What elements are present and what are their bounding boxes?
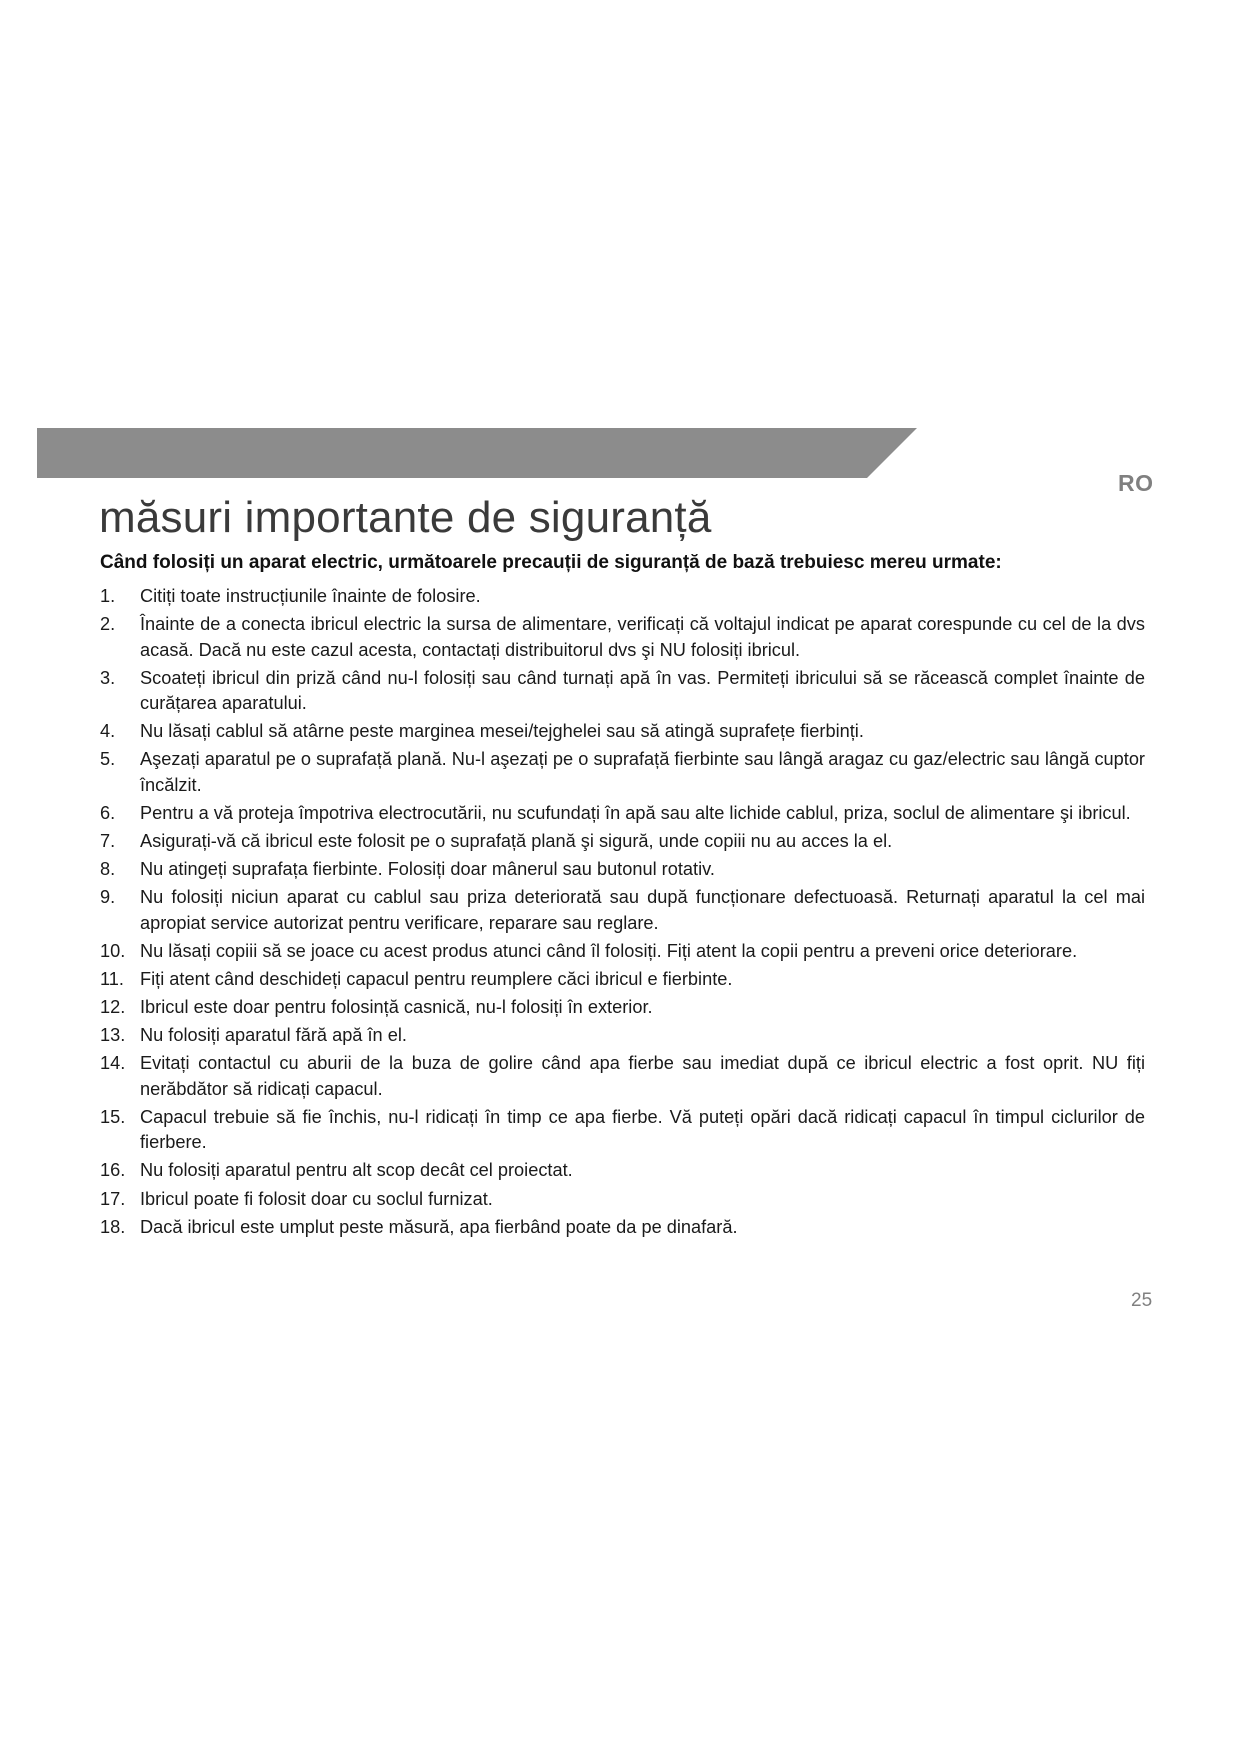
safety-item (100, 801, 1145, 827)
safety-item-text: Capacul trebuie să fie închis, nu-l ridicați în timp ce apa fierbe. Vă puteți opări dacă ridicați capacul în timpul ciclurilor de fierbere. (140, 1106, 1145, 1153)
safety-item-number: 16. (100, 1160, 126, 1181)
safety-instructions-list (100, 584, 1145, 1243)
safety-item (100, 1215, 1145, 1241)
safety-item-text: Fiți atent când deschideți capacul pentru reumplere căci ibricul e fierbinte. (140, 968, 733, 989)
safety-item-text: Nu folosiți aparatul pentru alt scop decât cel proiectat. (140, 1160, 573, 1181)
safety-item-text: Nu folosiți niciun aparat cu cablul sau priza deteriorată sau după funcționare defectuoasă. Returnați aparatul la cel mai apropiat service autorizat pentru verificare, reparare sau reglare. (140, 887, 1145, 933)
safety-item-text: Scoateți ibricul din priză când nu-l folosiți sau când turnați apă în vas. Permiteți ibricului să se răcească complet înainte de curățarea aparatului. (140, 667, 1145, 714)
safety-item (100, 1051, 1145, 1102)
safety-item (100, 1158, 1145, 1184)
safety-item-number: 1. (100, 586, 116, 606)
safety-item (100, 967, 1145, 993)
safety-item-number: 14. (100, 1053, 126, 1074)
safety-item-number: 3. (100, 667, 116, 688)
safety-item (100, 939, 1145, 965)
safety-item-text: Aşezați aparatul pe o suprafață plană. Nu-l aşezați pe o suprafață fierbinte sau lângă aragaz cu gaz/electric sau lângă cuptor încălzit. (140, 749, 1145, 795)
safety-item-number: 8. (100, 859, 116, 880)
safety-item-text: Ibricul este doar pentru folosință casnică, nu-l folosiți în exterior. (140, 997, 653, 1018)
safety-item-number: 9. (100, 887, 116, 908)
safety-item (100, 829, 1145, 855)
safety-item-number: 5. (100, 749, 116, 770)
header-banner (37, 428, 917, 478)
safety-item-number: 7. (100, 831, 116, 852)
page-number: 25 (1131, 1290, 1153, 1311)
safety-item-text: Nu atingeți suprafața fierbinte. Folosiți doar mânerul sau butonul rotativ. (140, 859, 715, 880)
safety-item-text: Ibricul poate fi folosit doar cu soclul furnizat. (140, 1188, 493, 1209)
safety-item (100, 1105, 1145, 1156)
safety-item-number: 11. (100, 968, 124, 989)
safety-item-text: Asigurați-vă că ibricul este folosit pe o suprafață plană şi sigură, unde copiii nu au acces la el. (140, 831, 893, 852)
safety-item-text: Înainte de a conecta ibricul electric la sursa de alimentare, verificați că voltajul indicat pe aparat corespunde cu cel de la dvs acasă. Dacă nu este cazul acesta, contactați distribuitorul dvs şi NU folosiți ibricul. (140, 614, 1145, 660)
safety-item (100, 612, 1145, 663)
language-label: RO (1118, 470, 1154, 496)
safety-item-text: Citiți toate instrucțiunile înainte de folosire. (140, 586, 481, 606)
safety-item-number: 2. (100, 614, 116, 635)
safety-item (100, 584, 1145, 610)
safety-item-text: Nu lăsați copiii să se joace cu acest produs atunci când îl folosiți. Fiți atent la copii pentru a preveni orice deteriorare. (140, 940, 1078, 961)
safety-item (100, 995, 1145, 1021)
header-banner-shape (37, 428, 917, 478)
safety-item-text: Evitați contactul cu aburii de la buza de golire când apa fierbe sau imediat după ce ibricul electric a fost oprit. NU fiți nerăbdător să ridicați capacul. (140, 1053, 1145, 1099)
safety-item-number: 6. (100, 802, 116, 823)
safety-item (100, 857, 1145, 883)
safety-item-number: 10. (100, 940, 126, 961)
safety-item (100, 1187, 1145, 1213)
safety-item (100, 666, 1145, 717)
safety-item (100, 885, 1145, 936)
safety-item-text: Nu lăsați cablul să atârne peste marginea mesei/tejghelei sau să atingă suprafețe fierbinți. (140, 721, 864, 742)
safety-item (100, 747, 1145, 798)
safety-item-number: 12. (100, 997, 126, 1018)
safety-item-number: 15. (100, 1106, 126, 1127)
safety-item-text: Nu folosiți aparatul fără apă în el. (140, 1025, 407, 1046)
safety-item-number: 18. (100, 1216, 126, 1237)
safety-item (100, 1023, 1145, 1049)
safety-item (100, 719, 1145, 745)
safety-item-number: 13. (100, 1025, 126, 1046)
safety-item-number: 17. (100, 1188, 126, 1209)
safety-item-text: Pentru a vă proteja împotriva electrocutării, nu scufundați în apă sau alte lichide cablul, priza, soclul de alimentare şi ibricul. (140, 802, 1131, 823)
safety-item-number: 4. (100, 721, 116, 742)
page-title: măsuri importante de siguranță (99, 493, 712, 542)
safety-item-text: Dacă ibricul este umplut peste măsură, apa fierbând poate da pe dinafară. (140, 1216, 738, 1237)
intro-text: Când folosiți un aparat electric, următoarele precauții de siguranță de bază trebuiesc mereu urmate: (100, 552, 1002, 573)
